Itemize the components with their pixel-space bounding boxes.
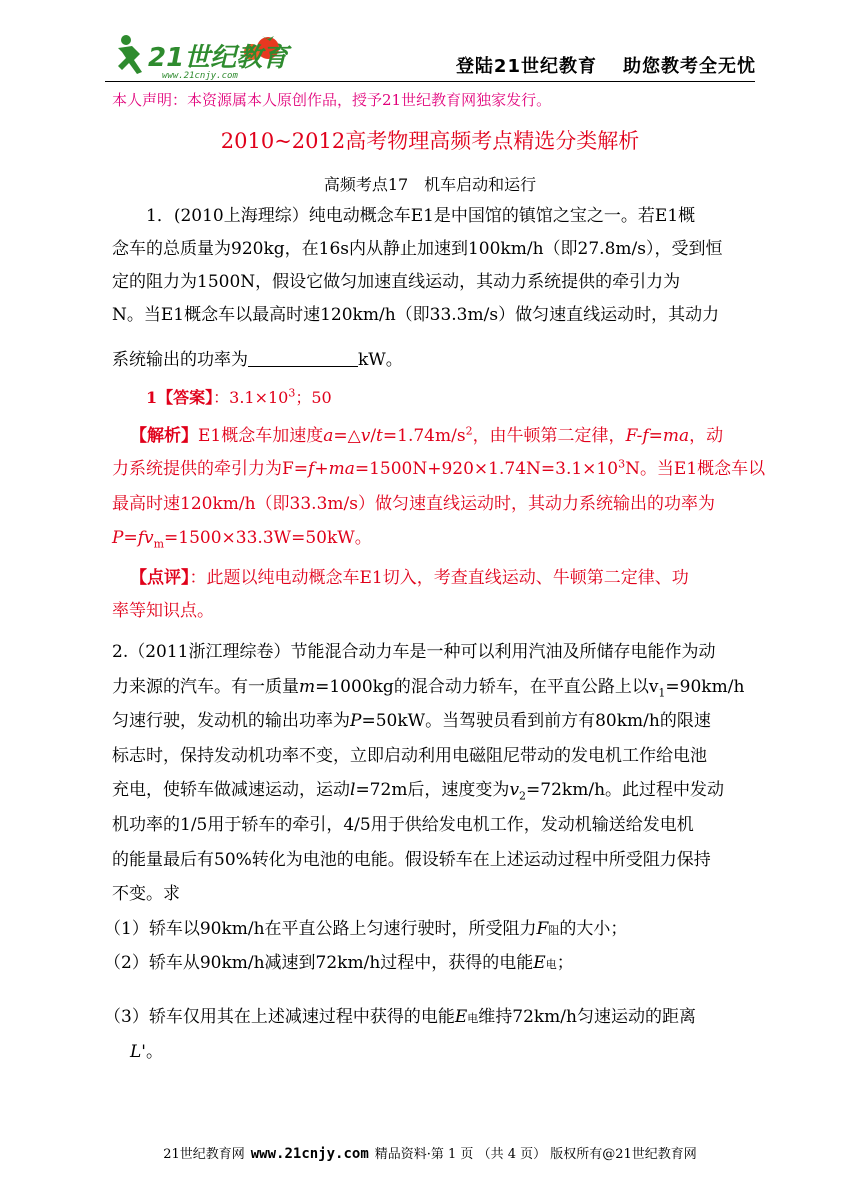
q2-part-2: （2）轿车从90km/h减速到72km/h过程中，获得的电能E电； [104, 953, 574, 973]
slogan-right: 助您教考全无忧 [623, 56, 756, 77]
running-man-icon [118, 35, 142, 74]
footer-site-link[interactable]: www.21cnjy.com [250, 1146, 369, 1162]
q2-part-3: L'。 [130, 1042, 163, 1062]
q1-review: 率等知识点。 [112, 601, 214, 621]
logo-url: www.21cnjy.com [162, 71, 238, 81]
page-title: 2010~2012高考物理高频考点精选分类解析 [220, 129, 640, 153]
q2-line: 2.（2011浙江理综卷）节能混合动力车是一种可以利用汽油及所储存电能作为动 [112, 642, 716, 662]
answer-label: 1【答案】 [146, 388, 214, 407]
q1-line: 系统输出的功率为 kW。 [112, 350, 403, 370]
q2-line: 机功率的1/5用于轿车的牵引，4/5用于供给发电机工作，发动机输送给发电机 [112, 815, 694, 835]
q1-analysis: 力系统提供的牵引力为$F=f+ma=1500N+920\times 1.74N=3.1\times 10^3N$。当E1概念车以 [112, 457, 766, 479]
q1-line: 1．(2010上海理综）纯电动概念车E1是中国馆的镇馆之宝之一。若E1概 [146, 206, 696, 226]
q2-part-1: （1）轿车以90km/h在平直公路上匀速行驶时，所受阻力F阻的大小； [104, 919, 628, 939]
q2-line: 标志时，保持发动机功率不变，立即启动利用电磁阻尼带动的发电机工作给电池 [112, 746, 707, 766]
q1-line: 定的阻力为1500N，假设它做匀加速直线运动，其动力系统提供的牵引力为 [112, 272, 681, 292]
answer-blank [248, 348, 358, 367]
logo-text: 21世纪教育 [148, 43, 289, 73]
q1-analysis: $P=fv_m=1500\times 33.3W=50kW$。 [112, 528, 372, 551]
q2-line: 力来源的汽车。有一质量m=1000kg的混合动力轿车，在平直公路上以$v_1=90km/h$ [112, 677, 745, 700]
q1-analysis: 最高时速120km/h（即33.3m/s）做匀速直线运动时，其动力系统输出的功率为 [112, 494, 715, 514]
header-divider [105, 81, 755, 82]
q1-line: 念车的总质量为920kg，在16s内从静止加速到100km/h（即27.8m/s），受到恒 [112, 239, 723, 259]
q2-line: 充电，使轿车做减速运动，运动l=72m后，速度变为$v_2=72km/h$。此过程中发动 [112, 780, 725, 803]
q2-part-3: （3）轿车仅用其在上述减速过程中获得的电能E电维持72km/h匀速运动的距离 [104, 1007, 696, 1027]
q1-analysis: 【解析】E1概念车加速度$a=\triangle v/t=1.74m/s^2$，由牛顿第二定律，F-f=ma，动 [130, 424, 724, 446]
q1-answer: 1【答案】：$3.1\times 10^3$；50 [146, 386, 332, 407]
q2-line: 不变。求 [112, 884, 180, 904]
header-slogan [456, 52, 756, 78]
copyright-notice: 本人声明：本资源属本人原创作品，授予21世纪教育网独家发行。 [112, 91, 552, 109]
q2-line: 的能量最后有50%转化为电池的电能。假设轿车在上述运动过程中所受阻力保持 [112, 850, 711, 870]
site-logo[interactable] [112, 30, 302, 82]
page-footer [0, 1143, 860, 1162]
q1-review: 【点评】：此题以纯电动概念车E1切入，考查直线运动、牛顿第二定律、功 [130, 568, 689, 588]
slogan-left: 登陆21世纪教育 [455, 56, 597, 77]
review-label: 【点评】 [130, 568, 190, 588]
q2-line: 匀速行驶，发动机的输出功率为P=50kW。当驾驶员看到前方有80km/h的限速 [112, 711, 711, 731]
q1-line: N。当E1概念车以最高时速120km/h（即33.3m/s）做匀速直线运动时，其动力 [112, 305, 720, 325]
analysis-label: 【解析】 [130, 426, 198, 446]
footer-left: 21世纪教育网 [163, 1147, 245, 1162]
footer-right: 精品资料·第 1 页 （共 4 页） 版权所有@21世纪教育网 [374, 1147, 697, 1162]
page-subtitle: 高频考点17 机车启动和运行 [323, 175, 537, 194]
